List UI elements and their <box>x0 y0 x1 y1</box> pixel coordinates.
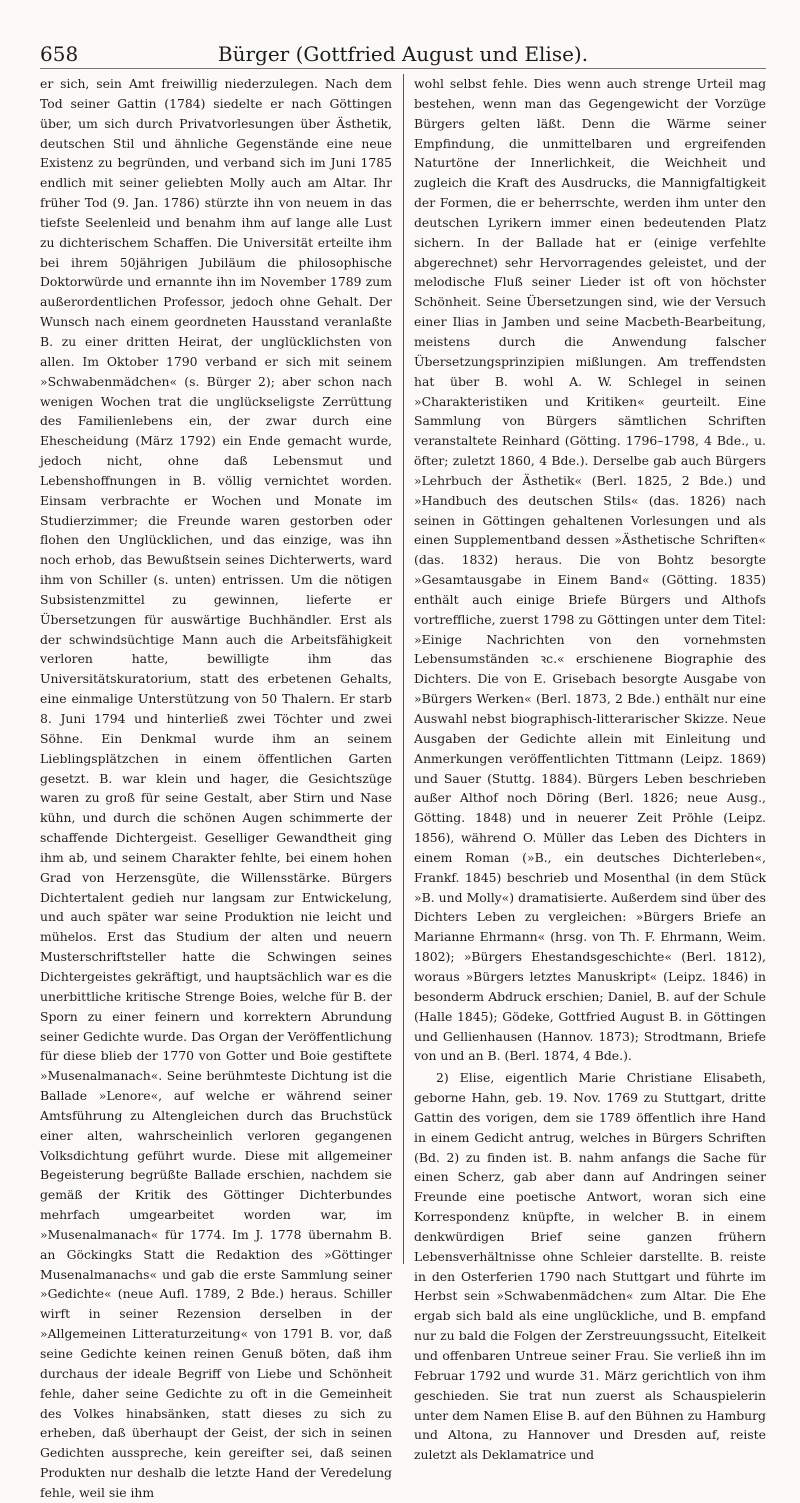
left-column <box>40 74 392 1500</box>
right-column-paragraph-2: 2) Elise, eigentlich Marie Christiane Elisabeth, geborne Hahn, geb. 19. Nov. 1769 zu Stuttgart, dritte Gattin des vorigen, dem sie 1789 öffentlich ihre Hand in einem Gedicht antrug, welches in Bürgers Schriften (Bd. 2) zu finden ist. B. nahm anfangs die Sache für einen Scherz, gab aber dann auf Andringen seiner Freunde eine poetische Antwort, woran sich eine Korrespondenz knüpfte, in welcher B. in einem denkwürdigen Brief seine ganzen frühern Lebensverhältnisse ohne Schleier darstellte. B. reiste in den Osterferien 1790 nach Stuttgart und führte im Herbst sein »Schwabenmädchen« zum Altar. Die Ehe ergab sich bald als eine unglückliche, und B. empfand nur zu bald die Folgen der Zerstreuungssucht, Eitelkeit und offenbaren Untreue seiner Frau. Sie verließ ihn im Februar 1792 und wurde 31. März gerichtlich von ihm geschieden. Sie trat nun zuerst als Schauspielerin unter dem Namen Elise B. auf den Bühnen zu Hamburg und Altona, zu Hannover und Dresden auf, reiste zuletzt als Deklamatrice und <box>414 1070 766 1463</box>
left-column-text: er sich, sein Amt freiwillig niederzulegen. Nach dem Tod seiner Gattin (1784) siedelte er nach Göttingen über, um sich durch Privatvorlesungen über Ästhetik, deutschen Stil und ähnliche Gegenstände eine neue Existenz zu begründen, und verband sich im Juni 1785 endlich mit seiner geliebten Molly auch am Altar. Ihr früher Tod (9. Jan. 1786) stürzte ihn von neuem in das tiefste Seelenleid und benahm ihm auf lange alle Lust zu dichterischem Schaffen. Die Universität erteilte ihm bei ihrem 50jährigen Jubiläum die philosophische Doktorwürde und ernannte ihn im November 1789 zum außerordentlichen Professor, jedoch ohne Gehalt. Der Wunsch nach einem geordneten Hausstand veranlaßte B. zu einer dritten Heirat, der unglücklichsten von allen. Im Oktober 1790 verband er sich mit seinem »Schwabenmädchen« (s. Bürger 2); aber schon nach wenigen Wochen trat die unglückseligste Zerrüttung des Familienlebens ein, der zwar durch eine Ehescheidung (März 1792) ein Ende gemacht wurde, jedoch nicht, ohne daß Lebensmut und Lebenshoffnungen in B. völlig vernichtet worden. Einsam verbrachte er Wochen und Monate im Studierzimmer; die Freunde waren gestorben oder flohen den Unglücklichen, und das einzige, was ihn noch erhob, das Bewußtsein seines Dichterwerts, ward ihm von Schiller (s. unten) entrissen. Um die nötigen Subsistenzmittel zu gewinnen, lieferte er Übersetzungen für auswärtige Buchhändler. Erst als der schwindsüchtige Mann auch die Arbeitsfähigkeit verloren hatte, bewilligte ihm das Universitätskuratorium, statt des erbetenen Gehalts, eine einmalige Unterstützung von 50 Thalern. Er starb 8. Juni 1794 und hinterließ zwei Töchter und zwei Söhne. Ein Denkmal wurde ihm an seinem Lieblingsplätzchen in einem öffentlichen Garten gesetzt. B. war klein und hager, die Gesichtszüge waren zu groß für seine Gestalt, aber Stirn und Nase kühn, und durch die schönen Augen schimmerte der schaffende Dichtergeist. Geselliger Gewandtheit ging ihm ab, und seinem Charakter fehlte, bei einem hohen Grad von Herzensgüte, die Willensstärke. Bürgers Dichtertalent gedieh nur langsam zur Entwickelung, und auch später war seine Produktion nie leicht und mühelos. Erst das Studium der alten und neuern Musterschriftsteller hatte die Schwingen seines Dichtergeistes gekräftigt, und hauptsächlich war es die unerbittliche kritische Strenge Boies, welche für B. der Sporn zu einer feinern und korrektern Abrundung seiner Gedichte wurde. Das Organ der Veröffentlichung für diese blieb der 1770 von Gotter und Boie gestiftete »Musenalmanach«. Seine berühmteste Dichtung ist die Ballade »Lenore«, auf welche er während seiner Amtsführung zu Altengleichen durch das Bruchstück einer alten, wahrscheinlich verloren gegangenen Volksdichtung geführt wurde. Diese mit allgemeiner Begeisterung begrüßte Ballade erschien, nachdem sie gemäß der Kritik des Göttinger Dichterbundes mehrfach umgearbeitet worden war, im »Musenalmanach« für 1774. Im J. 1778 übernahm B. an Göckingks Statt die Redaktion des »Göttinger Musenalmanachs« und gab die erste Sammlung seiner »Gedichte« (neue Aufl. 1789, 2 Bde.) heraus. Schiller wirft in seiner Rezension derselben in der »Allgemeinen Litteraturzeitung« von 1791 B. vor, daß seine Gedichte keinen reinen Genuß böten, daß ihm durchaus der ideale Begriff von Liebe und Schönheit fehle, daher seine Gedichte zu oft in die Gemeinheit des Volkes hinabsänken, statt dieses zu sich zu erheben, daß überhaupt der Geist, der sich in seinen Gedichten ausspreche, kein gereifter sei, daß seinen Produkten nur deshalb die letzte Hand der Veredelung fehle, weil sie ihm <box>40 76 392 1500</box>
page-header <box>40 42 766 69</box>
right-column <box>414 74 766 1463</box>
running-head: Bürger (Gottfried August und Elise). <box>217 42 589 66</box>
page-number: 658 <box>40 42 79 66</box>
right-column-paragraph-1: wohl selbst fehle. Dies wenn auch strenge Urteil mag bestehen, wenn man das Gegengewicht der Vorzüge Bürgers gelten läßt. Denn die Wärme seiner Empfindung, die unmittelbaren und ergreifenden Naturtöne der Innerlichkeit, die Weichheit und zugleich die Kraft des Ausdrucks, die Mannigfaltigkeit der Formen, die er beherrschte, werden ihm unter den deutschen Lyrikern immer einen bedeutenden Platz sichern. In der Ballade hat er (einige verfehlte abgerechnet) sehr Hervorragendes geleistet, und der melodische Fluß seiner Lieder ist oft von höchster Schönheit. Seine Übersetzungen sind, wie der Versuch einer Ilias in Jamben und seine Macbeth-Bearbeitung, meistens durch die Anwendung falscher Übersetzungsprinzipien mißlungen. Am treffendsten hat über B. wohl A. W. Schlegel in seinen »Charakteristiken und Kritiken« geurteilt. Eine Sammlung von Bürgers sämtlichen Schriften veranstaltete Reinhard (Götting. 1796–1798, 4 Bde., u. öfter; zuletzt 1860, 4 Bde.). Derselbe gab auch Bürgers »Lehrbuch der Ästhetik« (Berl. 1825, 2 Bde.) und »Handbuch des deutschen Stils« (das. 1826) nach seinen in Göttingen gehaltenen Vorlesungen und als einen Supplementband dessen »Ästhetische Schriften« (das. 1832) heraus. Die von Bohtz besorgte »Gesamtausgabe in Einem Band« (Götting. 1835) enthält auch einige Briefe Bürgers und Althofs vortreffliche, zuerst 1798 zu Göttingen unter dem Titel: »Einige Nachrichten von den vornehmsten Lebensumständen ꝛc.« erschienene Biographie des Dichters. Die von E. Grisebach besorgte Ausgabe von »Bürgers Werken« (Berl. 1873, 2 Bde.) enthält nur eine Auswahl nebst biographisch-litterarischer Skizze. Neue Ausgaben der Gedichte allein mit Einleitung und Anmerkungen veröffentlichten Tittmann (Leipz. 1869) und Sauer (Stuttg. 1884). Bürgers Leben beschrieben außer Althof noch Döring (Berl. 1826; neue Ausg., Götting. 1848) und in neuerer Zeit Pröhle (Leipz. 1856), während O. Müller das Leben des Dichters in einem Roman (»B., ein deutsches Dichterleben«, Frankf. 1845) beschrieb und Mosenthal (in dem Stück »B. und Molly«) dramatisierte. Außerdem sind über des Dichters Leben zu vergleichen: »Bürgers Briefe an Marianne Ehrmann« (hrsg. von Th. F. Ehrmann, Weim. 1802); »Bürgers Ehestandsgeschichte« (Berl. 1812), woraus »Bürgers letztes Manuskript« (Leipz. 1846) in besonderm Abdruck erschien; Daniel, B. auf der Schule (Halle 1845); Gödeke, Gottfried August B. in Göttingen und Gellienhausen (Hannov. 1873); Strodtmann, Briefe von und an B. (Berl. 1874, 4 Bde.). <box>414 76 766 1064</box>
column-divider <box>403 74 404 1264</box>
